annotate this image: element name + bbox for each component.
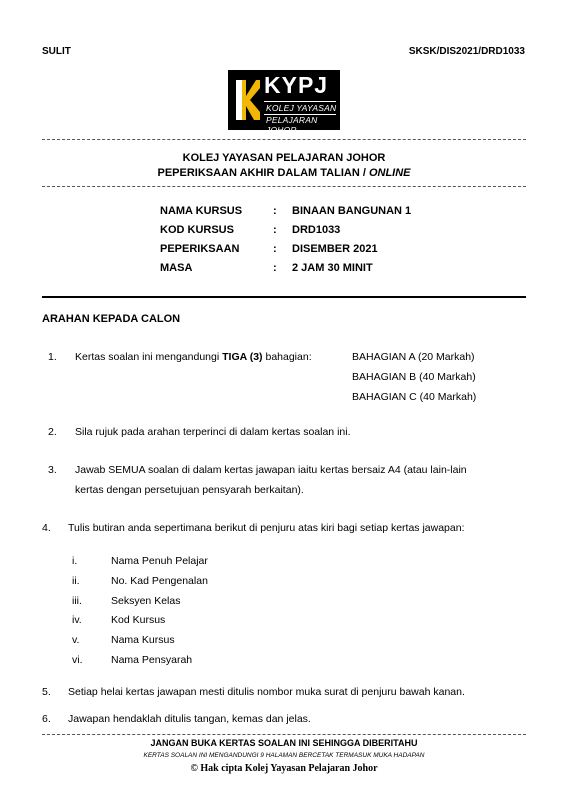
info-value: BINAAN BANGUNAN 1 — [292, 205, 412, 217]
instruction-5-text: Setiap helai kertas jawapan mesti ditulis nombor muka surat di penjuru bawah kanan. — [68, 686, 465, 698]
instruction-1-post: bahagian: — [262, 351, 312, 363]
instruction-1-number: 1. — [48, 351, 57, 363]
detail-number: i. — [72, 555, 78, 567]
footer-rule — [42, 734, 526, 735]
instruction-2-number: 2. — [48, 426, 57, 438]
logo-divider — [264, 101, 336, 102]
title-bottom-rule — [42, 186, 526, 187]
college-name: KOLEJ YAYASAN PELAJARAN JOHOR — [182, 152, 386, 164]
info-bottom-rule — [42, 296, 526, 298]
detail-number: vi. — [72, 654, 83, 666]
instruction-4-text: Tulis butiran anda sepertimana berikut di penjuru atas kiri bagi setiap kertas jawapan: — [68, 522, 465, 534]
instruction-1-text — [75, 351, 312, 363]
info-label: PEPERIKSAAN — [160, 243, 240, 255]
info-value: DRD1033 — [292, 224, 341, 236]
info-label: KOD KURSUS — [160, 224, 234, 236]
instruction-5-number: 5. — [42, 686, 51, 698]
footer-warning: JANGAN BUKA KERTAS SOALAN INI SEHINGGA DIBERITAHU — [150, 738, 418, 748]
detail-number: v. — [72, 634, 80, 646]
section-title: ARAHAN KEPADA CALON — [42, 313, 181, 325]
instruction-3-line2: kertas dengan persetujuan pensyarah berkaitan). — [75, 484, 304, 496]
detail-item: Nama Penuh Pelajar — [111, 555, 208, 567]
part-b: BAHAGIAN B (40 Markah) — [352, 371, 476, 383]
info-colon: : — [273, 205, 277, 217]
footer-copyright: © Hak cipta Kolej Yayasan Pelajaran Johor — [190, 763, 378, 774]
logo-kypj-text: KYPJ — [264, 72, 329, 98]
detail-item: Nama Pensyarah — [111, 654, 193, 666]
instruction-6-text: Jawapan hendaklah ditulis tangan, kemas dan jelas. — [68, 713, 311, 725]
header-code: SKSK/DIS2021/DRD1033 — [408, 46, 525, 57]
detail-item: Nama Kursus — [111, 634, 175, 646]
kypj-emblem-icon — [234, 78, 260, 122]
logo-line1: KOLEJ YAYASAN — [266, 103, 337, 113]
footer-page-count: KERTAS SOALAN INI MENGANDUNGI 9 HALAMAN BERCETAK TERMASUK MUKA HADAPAN — [143, 752, 425, 759]
header-sulit: SULIT — [42, 46, 71, 57]
part-c: BAHAGIAN C (40 Markah) — [352, 391, 477, 403]
info-value: 2 JAM 30 MINIT — [292, 262, 373, 274]
exam-title — [42, 167, 526, 179]
detail-number: iv. — [72, 614, 82, 626]
instruction-6-number: 6. — [42, 713, 51, 725]
detail-item: No. Kad Pengenalan — [111, 575, 208, 587]
instruction-1-pre: Kertas soalan ini mengandungi — [75, 351, 223, 363]
instruction-2-text: Sila rujuk pada arahan terperinci di dalam kertas soalan ini. — [75, 426, 351, 438]
info-label: NAMA KURSUS — [160, 205, 243, 217]
instruction-4-number: 4. — [42, 522, 51, 534]
kypj-logo — [228, 70, 340, 135]
logo-line2: PELAJARAN JOHOR — [266, 115, 318, 135]
exam-title-main: PEPERIKSAAN AKHIR DALAM TALIAN / — [157, 167, 366, 179]
info-label: MASA — [160, 262, 193, 274]
instruction-1-bold: TIGA (3) — [222, 351, 263, 363]
exam-title-online: ONLINE — [368, 167, 411, 179]
instruction-3-number: 3. — [48, 464, 57, 476]
detail-number: ii. — [72, 575, 80, 587]
instruction-3-line1: Jawab SEMUA soalan di dalam kertas jawapan iaitu kertas bersaiz A4 (atau lain-lain — [75, 464, 467, 476]
info-value: DISEMBER 2021 — [292, 243, 378, 255]
part-a: BAHAGIAN A (20 Markah) — [352, 351, 475, 363]
detail-item: Kod Kursus — [111, 614, 166, 626]
detail-number: iii. — [72, 595, 82, 607]
info-colon: : — [273, 243, 277, 255]
info-colon: : — [273, 262, 277, 274]
title-top-rule — [42, 139, 526, 140]
detail-item: Seksyen Kelas — [111, 595, 181, 607]
info-colon: : — [273, 224, 277, 236]
